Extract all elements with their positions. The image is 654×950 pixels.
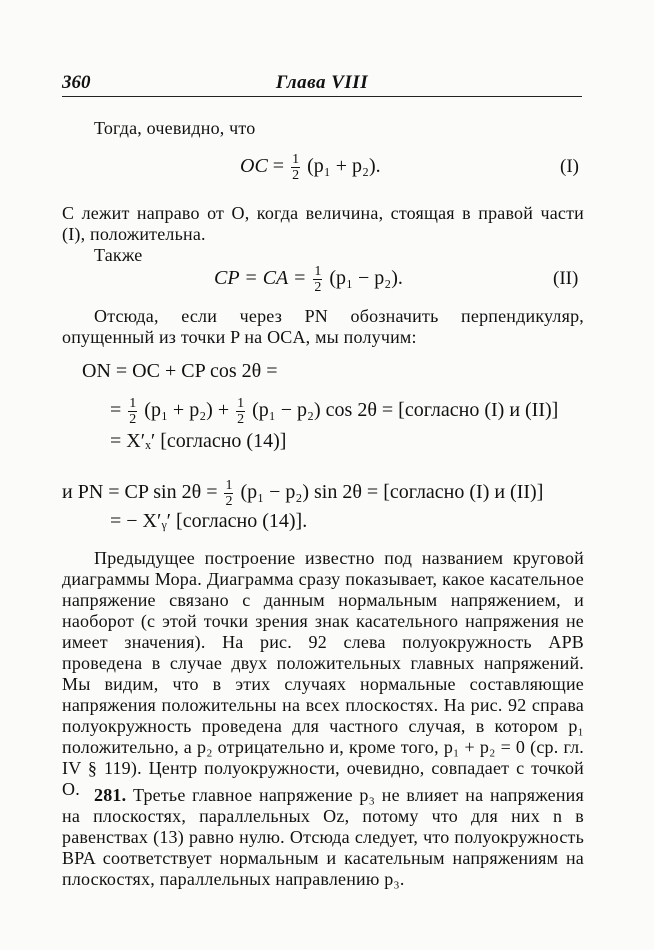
equation-3-line-3: = X′ₓ′ [согласно (14)] (110, 430, 287, 452)
fraction: $\frac{1}{2}$ (292, 152, 300, 183)
equation-3-line-1: ON = OC + CP cos 2θ = (82, 360, 278, 382)
paragraph-1: Тогда, очевидно, что (94, 118, 256, 138)
paragraph-6: 281. Третье главное напряжение p₃ не влияет на напряжения на плоскостях, параллельных Oz, потому что для них n в равенствах (13) равно нулю. Отсюда следует, что полуокружность BPA соответствует нормальным и касательным напряжениям на плоскостях, параллельных направлению p₃. (62, 785, 584, 889)
fraction: $\frac{1}{2}$ (314, 264, 322, 295)
equation-label-2: (II) (553, 268, 579, 289)
equation-label-1: (I) (560, 156, 579, 177)
fraction: $\frac{1}{2}$ (225, 478, 233, 509)
equation-4-line-1: и PN = CP sin 2θ = $\frac{1}{2}$ (p₁ − p₂) sin 2θ = [согласно (I) и (II)] (62, 478, 544, 509)
paragraph-4: Отсюда, если через PN обозначить перпендикуляр, опущенный из точки P на OCA, мы получим: (62, 306, 584, 347)
equation-4-line-2: = − X′ᵧ′ [согласно (14)]. (110, 510, 308, 532)
paragraph-5: Предыдущее построение известно под названием круговой диаграммы Мора. Диаграмма сразу показывает, какое касательное напряжение связано с данным нормальным напряжением, и наоборот (с этой точки зрения знак касательного напряжения не имеет значения). На рис. 92 слева полуокружность APB проведена в случае двух положительных главных напряжений. Мы видим, что в этих случаях нормальные составляющие напряжения положительны на всех плоскостях. На рис. 92 справа полуокружность проведена для частного случая, в котором p₁ положительно, а p₂ отрицательно и, кроме того, p₁ + p₂ = 0 (ср. гл. IV § 119). Центр полуокружности, очевидно, совпадает с точкой O. (62, 548, 584, 799)
chapter-title: Глава VIII (275, 72, 369, 93)
equation-2: CP = CA = $\frac{1}{2}$ (p₁ − p₂). (214, 264, 403, 295)
page-number: 360 (62, 72, 91, 93)
paragraph-3: Также (94, 245, 143, 265)
equation-1: OC = $\frac{1}{2}$ (p₁ + p₂). (240, 152, 381, 183)
page-header (62, 72, 582, 97)
paragraph-2: C лежит направо от O, когда величина, стоящая в правой части (I), положительна. (62, 203, 584, 244)
section-number: 281. (94, 785, 127, 805)
fraction: $\frac{1}{2}$ (237, 396, 245, 427)
equation-3-line-2: = $\frac{1}{2}$ (p₁ + p₂) + $\frac{1}{2}$ (p₁ − p₂) cos 2θ = [согласно (I) и (II)] (110, 396, 559, 427)
fraction: $\frac{1}{2}$ (129, 396, 137, 427)
